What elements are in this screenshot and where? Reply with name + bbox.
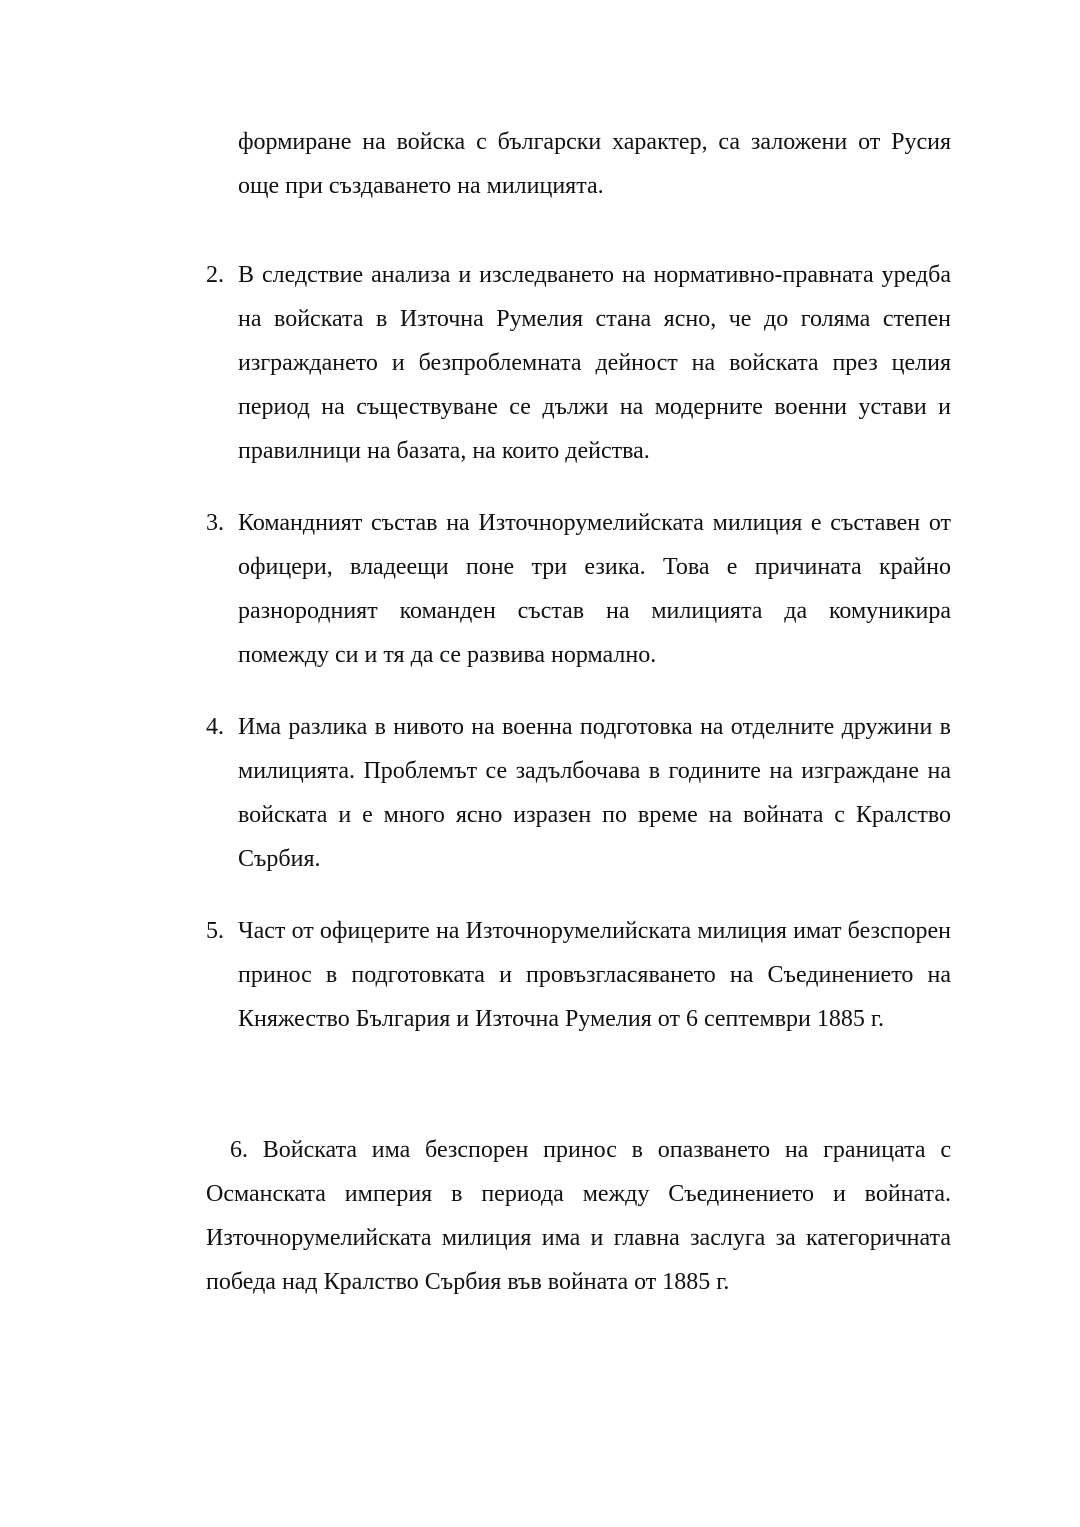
continued-paragraph: формиране на войска с български характер, са заложени от Русия още при създаването на милицията. <box>238 129 951 199</box>
list-item <box>206 501 951 677</box>
list-item-text: Командният състав на Източнорумелийската милиция е съставен от офицери, владеещи поне три езика. Това е причината крайно разнородният команден състав на милицията да комуникира помежду си и тя да се развива нормално. <box>238 510 951 668</box>
list-item <box>206 253 951 473</box>
list-item <box>206 705 951 881</box>
list-item-text: В следствие анализа и изследването на нормативно-правната уредба на войската в Източна Румелия стана ясно, че до голяма степен изграждането и безпроблемната дейност на войската през целия период на съществуване се дължи на модерните военни устави и правилници на базата, на които действа. <box>238 262 951 464</box>
list-item-number: 2. <box>206 262 224 288</box>
list-item-text: Има разлика в нивото на военна подготовка на отделните дружини в милицията. Проблемът се задълбочава в годините на изграждане на войската и е много ясно изразен по време на войната с Кралство Сърбия. <box>238 714 951 872</box>
final-paragraph: 6. Войската има безспорен принос в опазването на границата с Османската империя в периода между Съединението и войната. Източнорумелийската милиция има и главна заслуга за категоричната победа над Кралство Сърбия във войната от 1885 г. <box>206 1137 951 1295</box>
list-item <box>206 909 951 1041</box>
list-item-number: 4. <box>206 714 224 740</box>
list-item-text: Част от офицерите на Източнорумелийската милиция имат безспорен принос в подготовката и провъзгласяването на Съединението на Княжество България и Източна Румелия от 6 септември 1885 г. <box>238 918 951 1032</box>
list-item-number: 3. <box>206 510 224 536</box>
list-item-number: 5. <box>206 918 224 944</box>
